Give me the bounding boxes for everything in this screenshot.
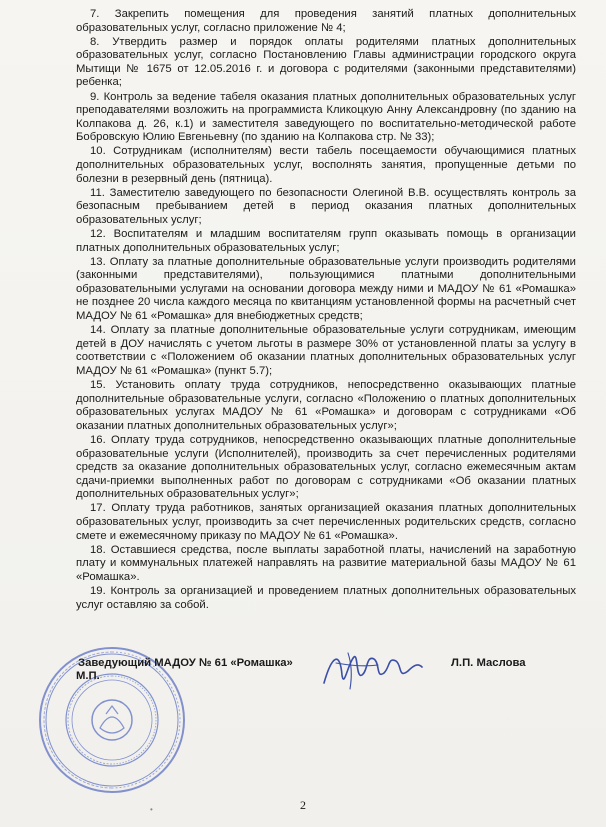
order-item-14: 14. Оплату за платные дополнительные образовательные услуги сотрудникам, имеющим детей в ДОУ начислять с учетом льготы в размере 30% от установленной платы за услугу в соответствии с «Положением об оказании платных дополнительных образовательных услуг МАДОУ № 61 «Ромашка» (пункт 5.7); — [76, 324, 576, 377]
seal-place-label: М.П. — [76, 670, 100, 682]
order-item-16: 16. Оплату труда сотрудников, непосредственно оказывающих платные дополнительные образовательные услуги (Исполнителей), производить за счет перечисленных родителями средств за оказание дополнительных образовательных услуг, согласно ежемесячным актам сдачи-приемки выполненных работ по договорам с сотрудниками «Об оказании платных дополнительных образовательных услуг»; — [76, 433, 576, 501]
signatory-title: Заведующий МАДОУ № 61 «Ромашка» — [78, 657, 293, 669]
order-item-10: 10. Сотрудникам (исполнителям) вести табель посещаемости обучающимися платных дополнительных образовательных услуг, восполнять занятия, пропущенные детьми по болезни в резервный день (пятница). — [76, 145, 576, 185]
signature-block — [76, 657, 576, 697]
order-item-15: 15. Установить оплату труда сотрудников, непосредственно оказывающих платные дополнительные образовательные услуги, согласно «Положению о платных дополнительных образовательных услугах МАДОУ № 61 «Ромашка» и договорам с сотрудниками «Об оказании платных дополнительных образовательных услуг»; — [76, 379, 576, 432]
scan-dot: • — [150, 805, 153, 814]
order-item-11: 11. Заместителю заведующего по безопасности Олегиной В.В. осуществлять контроль за безопасным пребыванием детей в период оказания платных дополнительных образовательных услуг; — [76, 186, 576, 226]
page-number: 2 — [300, 798, 306, 812]
order-item-17: 17. Оплату труда работников, занятых организацией оказания платных дополнительных образовательных услуг, производить за счет перечисленных родительских средств, согласно смете и ежемесячному приказу по МАДОУ № 61 «Ромашка». — [76, 502, 576, 542]
order-item-12: 12. Воспитателям и младшим воспитателям групп оказывать помощь в организации платных дополнительных образовательных услуг; — [76, 228, 576, 254]
order-body — [76, 8, 576, 612]
signatory-name: Л.П. Маслова — [451, 657, 526, 669]
order-item-18: 18. Оставшиеся средства, после выплаты заработной платы, начислений на заработную плату и коммунальных платежей направлять на развитие материальной базы МАДОУ № 61 «Ромашка». — [76, 543, 576, 583]
order-item-13: 13. Оплату за платные дополнительные образовательные услуги производить родителями (законными представителями), пользующимися платными дополнительными образовательными услугами на основании договора между ними и МАДОУ № 61 «Ромашка» не позднее 20 числа каждого месяца по квитанциям установленной формы на расчетный счет МАДОУ № 61 «Ромашка» для внебюджетных средств; — [76, 255, 576, 323]
order-item-7: 7. Закрепить помещения для проведения занятий платных дополнительных образовательных услуг, согласно приложение № 4; — [76, 8, 576, 34]
order-item-8: 8. Утвердить размер и порядок оплаты родителями платных дополнительных образовательных услуг, согласно Постановлению Главы администрации городского округа Мытищи № 1675 от 12.05.2016 г. и договора с родителями (законными представителями) ребенка; — [76, 35, 576, 89]
order-item-19: 19. Контроль за организацией и проведением платных дополнительных образовательных услуг оставляю за собой. — [76, 584, 576, 611]
order-item-9: 9. Контроль за ведение табеля оказания платных дополнительных образовательных услуг преподавателями возложить на программиста Кликоцкую Анну Александровну (по зданию на Колпакова д. 26, к.1) и заместителя заведующего по воспитательно-методической работе Бобровскую Юлию Евгеньевну (по зданию на Колпакова стр. № 33); — [76, 90, 576, 144]
